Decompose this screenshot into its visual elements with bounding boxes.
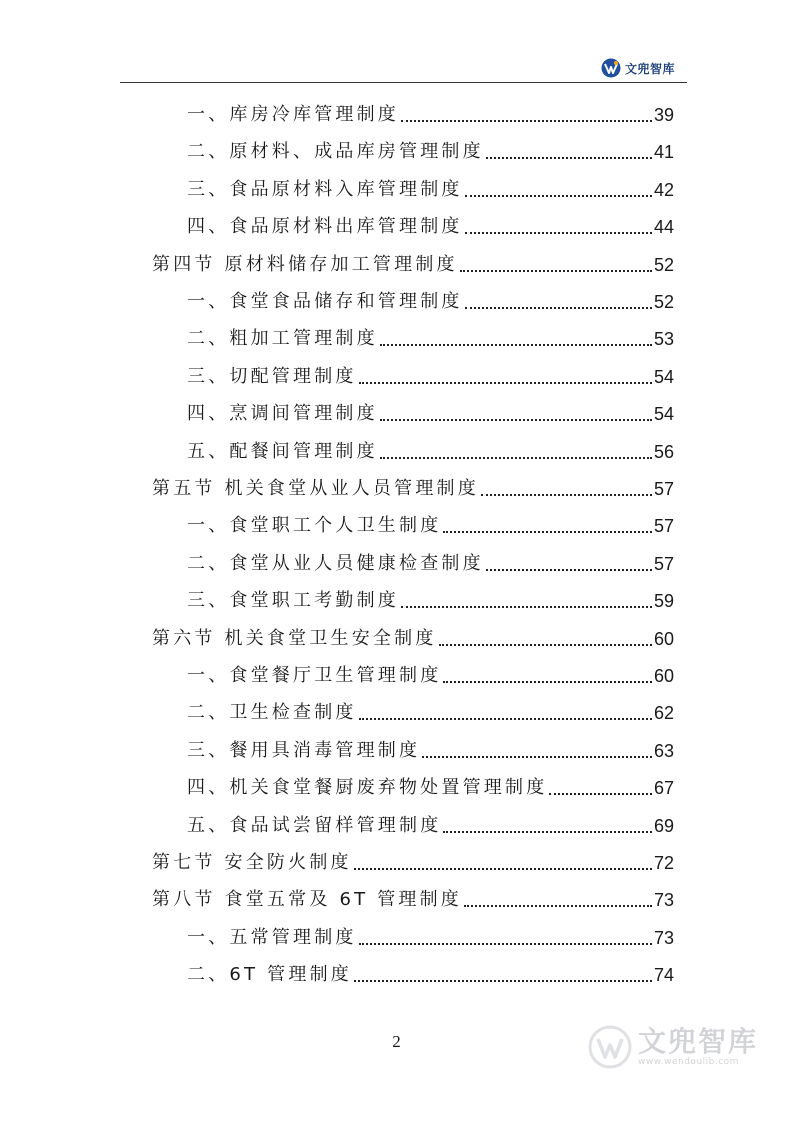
toc-dot-leader [465,232,652,234]
toc-entry-page: 54 [653,366,674,387]
toc-dot-leader [465,307,652,309]
toc-entry-page: 52 [653,254,674,275]
toc-entry-title: 一、食堂职工个人卫生制度 [187,515,442,537]
toc-dot-leader [443,681,652,683]
toc-entry-page: 54 [653,404,674,425]
toc-dot-leader [380,344,652,346]
toc-dot-leader [359,943,652,945]
toc-dot-leader [443,531,652,533]
toc-dot-leader [422,756,652,758]
toc-dot-leader [486,157,652,159]
toc-entry-title: 二、6T 管理制度 [187,964,352,986]
toc-entry-title: 三、切配管理制度 [187,365,357,387]
page-number: 2 [392,1032,401,1051]
toc-dot-leader [401,120,652,122]
toc-entry-title: 第八节 食堂五常及 6T 管理制度 [152,889,463,911]
toc-dot-leader [465,195,652,197]
toc-entry-title: 一、食堂食品储存和管理制度 [187,291,463,312]
toc-entry[interactable] [152,886,674,914]
toc-entry-title: 第七节 安全防火制度 [152,852,352,873]
toc-entry-title: 四、机关食堂餐厨废弃物处置管理制度 [187,777,548,799]
toc-dot-leader [380,419,652,421]
toc-entry[interactable] [187,550,674,578]
toc-dot-leader [439,644,652,646]
watermark-url: www.wendoulib.com [638,1057,739,1067]
toc-entry[interactable] [187,101,674,129]
toc-entry[interactable] [187,662,674,690]
toc-entry-page: 63 [653,740,674,761]
toc-entry[interactable] [187,138,674,166]
toc-entry[interactable] [152,475,674,503]
header-divider [120,82,687,83]
toc-entry[interactable] [187,587,674,615]
toc-entry-page: 53 [653,329,674,350]
toc-entry-page: 74 [653,965,674,986]
toc-entry-title: 一、库房冷库管理制度 [187,104,399,125]
toc-entry[interactable] [187,512,674,540]
toc-dot-leader [486,569,652,571]
toc-dot-leader [464,905,652,907]
toc-entry[interactable] [187,363,674,391]
toc-entry[interactable] [187,325,674,353]
header-logo-text: 文兜智库 [624,61,675,76]
toc-entry[interactable] [187,699,674,727]
toc-entry-title: 三、餐用具消毒管理制度 [187,739,421,761]
toc-entry[interactable] [187,288,674,316]
toc-dot-leader [549,793,652,795]
toc-entry-title: 五、配餐间管理制度 [187,440,378,462]
toc-entry-page: 57 [653,553,674,574]
toc-entry[interactable] [187,737,674,765]
toc-entry[interactable] [187,213,674,241]
toc-entry-page: 62 [653,703,674,724]
toc-entry-title: 三、食堂职工考勤制度 [187,590,399,612]
toc-entry-page: 57 [653,479,674,499]
toc-entry-title: 五、食品试尝留样管理制度 [187,814,442,836]
toc-entry-page: 59 [653,591,674,612]
toc-entry-page: 52 [653,292,674,312]
toc-entry[interactable] [187,812,674,840]
toc-entry[interactable] [187,438,674,466]
toc-entry-page: 60 [653,666,674,686]
toc-entry-title: 第四节 原材料储存加工管理制度 [152,253,458,275]
toc-entry-title: 第六节 机关食堂卫生安全制度 [152,627,437,649]
toc-entry-page: 41 [653,142,674,163]
toc-entry-page: 57 [653,516,674,537]
toc-entry-page: 72 [653,853,674,873]
toc-entry-page: 73 [653,927,674,948]
toc-entry-title: 一、五常管理制度 [187,926,357,948]
header-logo [601,58,675,78]
watermark [588,1025,758,1069]
toc-entry-title: 二、原材料、成品库房管理制度 [187,141,484,163]
toc-entry-title: 四、烹调间管理制度 [187,403,378,425]
toc-dot-leader [380,457,652,459]
toc-entry-page: 69 [653,815,674,836]
toc-entry-page: 42 [653,179,674,200]
toc-entry-title: 二、食堂从业人员健康检查制度 [187,552,484,574]
toc-entry-title: 二、卫生检查制度 [187,702,357,724]
toc-entry[interactable] [152,625,674,653]
toc-entry-page: 67 [653,778,674,799]
toc-dot-leader [354,980,652,982]
toc-entry-page: 73 [653,890,674,911]
toc-entry[interactable] [187,176,674,204]
toc-dot-leader [443,831,652,833]
toc-entry-page: 56 [653,441,674,462]
toc-dot-leader [401,606,652,608]
toc-entry-page: 44 [653,217,674,238]
toc-entry[interactable] [187,400,674,428]
watermark-logo-icon [588,1025,632,1069]
toc-entry-title: 三、食品原材料入库管理制度 [187,178,463,200]
toc-dot-leader [359,382,652,384]
toc-entry-page: 39 [653,105,674,125]
wendou-logo-icon [601,58,621,78]
toc-entry-title: 第五节 机关食堂从业人员管理制度 [152,478,479,499]
toc-entry-title: 一、食堂餐厅卫生管理制度 [187,665,442,686]
toc-dot-leader [354,868,652,870]
toc-entry[interactable] [152,849,674,877]
toc-entry[interactable] [187,774,674,802]
toc-entry[interactable] [187,961,674,989]
toc-entry-page: 60 [653,628,674,649]
toc-entry-title: 四、食品原材料出库管理制度 [187,216,463,238]
toc-dot-leader [481,494,652,496]
watermark-title: 文兜智库 [638,1025,759,1058]
toc-dot-leader [359,718,652,720]
toc-entry[interactable] [152,251,674,279]
toc-entry-title: 二、粗加工管理制度 [187,328,378,350]
toc-dot-leader [460,270,652,272]
toc-entry[interactable] [187,924,674,952]
